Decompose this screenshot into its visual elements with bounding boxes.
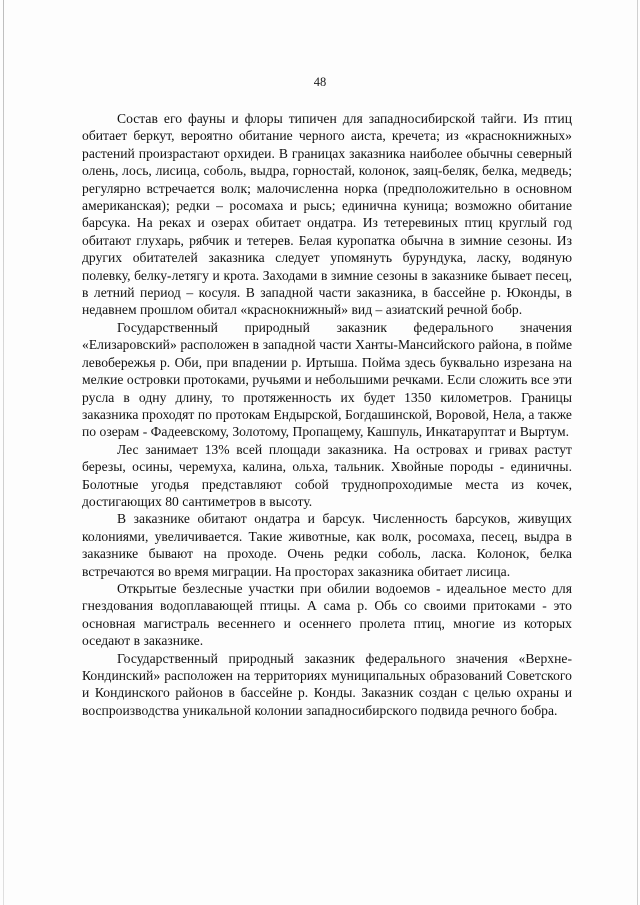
page-number: 48 [313, 75, 327, 89]
paragraph-elizarovsky-reserve: Государственный природный заказник федерального значения «Елизаровский» расположен в западной части Ханты-Мансийского района, в пойме левобережья р. Оби, при впадении р. Иртыша. Пойма здесь буквально изрезана на мелкие островки протоками, ручьями и небольшими речками. Если сложить все эти русла в одну длину, то протяженность их будет 1350 километров. Границы заказника проходят по протокам Ендырской, Богдашинской, Воровой, Нела, а также по озерам - Фадеевскому, Золотому, Пропащему, Кашпуль, Инкатаруптат и Выртум. [82, 319, 572, 440]
paragraph-animals: В заказнике обитают ондатра и барсук. Численность барсуков, живущих колониями, увеличивается. Такие животные, как волк, росомаха, песец, выдра в заказнике бывают на проходе. Очень редки соболь, ласка. Колонок, белка встречаются во время миграции. На просторах заказника обитает лисица. [82, 511, 572, 579]
scan-right-edge [637, 0, 638, 905]
paragraph-verkhne-kondinsky-reserve: Государственный природный заказник федерального значения «Верхне-Кондинский» расположен на территориях муниципальных образований Советского и Кондинского районов в бассейне р. Конды. Заказник создан с целью охраны и воспроизводства уникальной колонии западносибирского подвида речного бобра. [82, 650, 572, 718]
paragraph-forest: Лес занимает 13% всей площади заказника. На островах и гривах растут березы, осины, черемуха, калина, ольха, тальник. Хвойные породы - единичны. Болотные угодья представляют собой труднопроходимые места из кочек, достигающих 80 сантиметров в высоту. [82, 441, 572, 509]
body-text [82, 110, 572, 719]
paragraph-fauna-flora: Состав его фауны и флоры типичен для западносибирской тайги. Из птиц обитает беркут, вероятно обитание черного аиста, кречета; из «краснокнижных» растений произрастают орхидеи. В границах заказника наиболее обычны северный олень, лось, лисица, соболь, выдра, горностай, колонок, заяц-беляк, белка, медведь; регулярно встречается волк; малочисленна норка (предположительно в основном американская); редки – росомаха и рысь; единична куница; возможно обитание барсука. На реках и озерах обитает ондатра. Из тетеревиных птиц круглый год обитают глухарь, рябчик и тетерев. Белая куропатка обычна в зимние сезоны. Из других обитателей заказника следует упомянуть бурундука, ласку, водяную полевку, белку-летягу и крота. Заходами в зимние сезоны в заказнике бывает песец, в летний период – косуля. В западной части заказника, в бассейне р. Юконды, в недавнем прошлом обитал «краснокнижный» вид – азиатский речной бобр. [82, 111, 572, 318]
scan-left-edge [3, 0, 4, 905]
paragraph-birds: Открытые безлесные участки при обилии водоемов - идеальное место для гнездования водоплавающей птицы. А сама р. Обь со своими притоками - это основная магистраль весеннего и осеннего пролета птиц, многие из которых оседают в заказнике. [82, 580, 572, 649]
